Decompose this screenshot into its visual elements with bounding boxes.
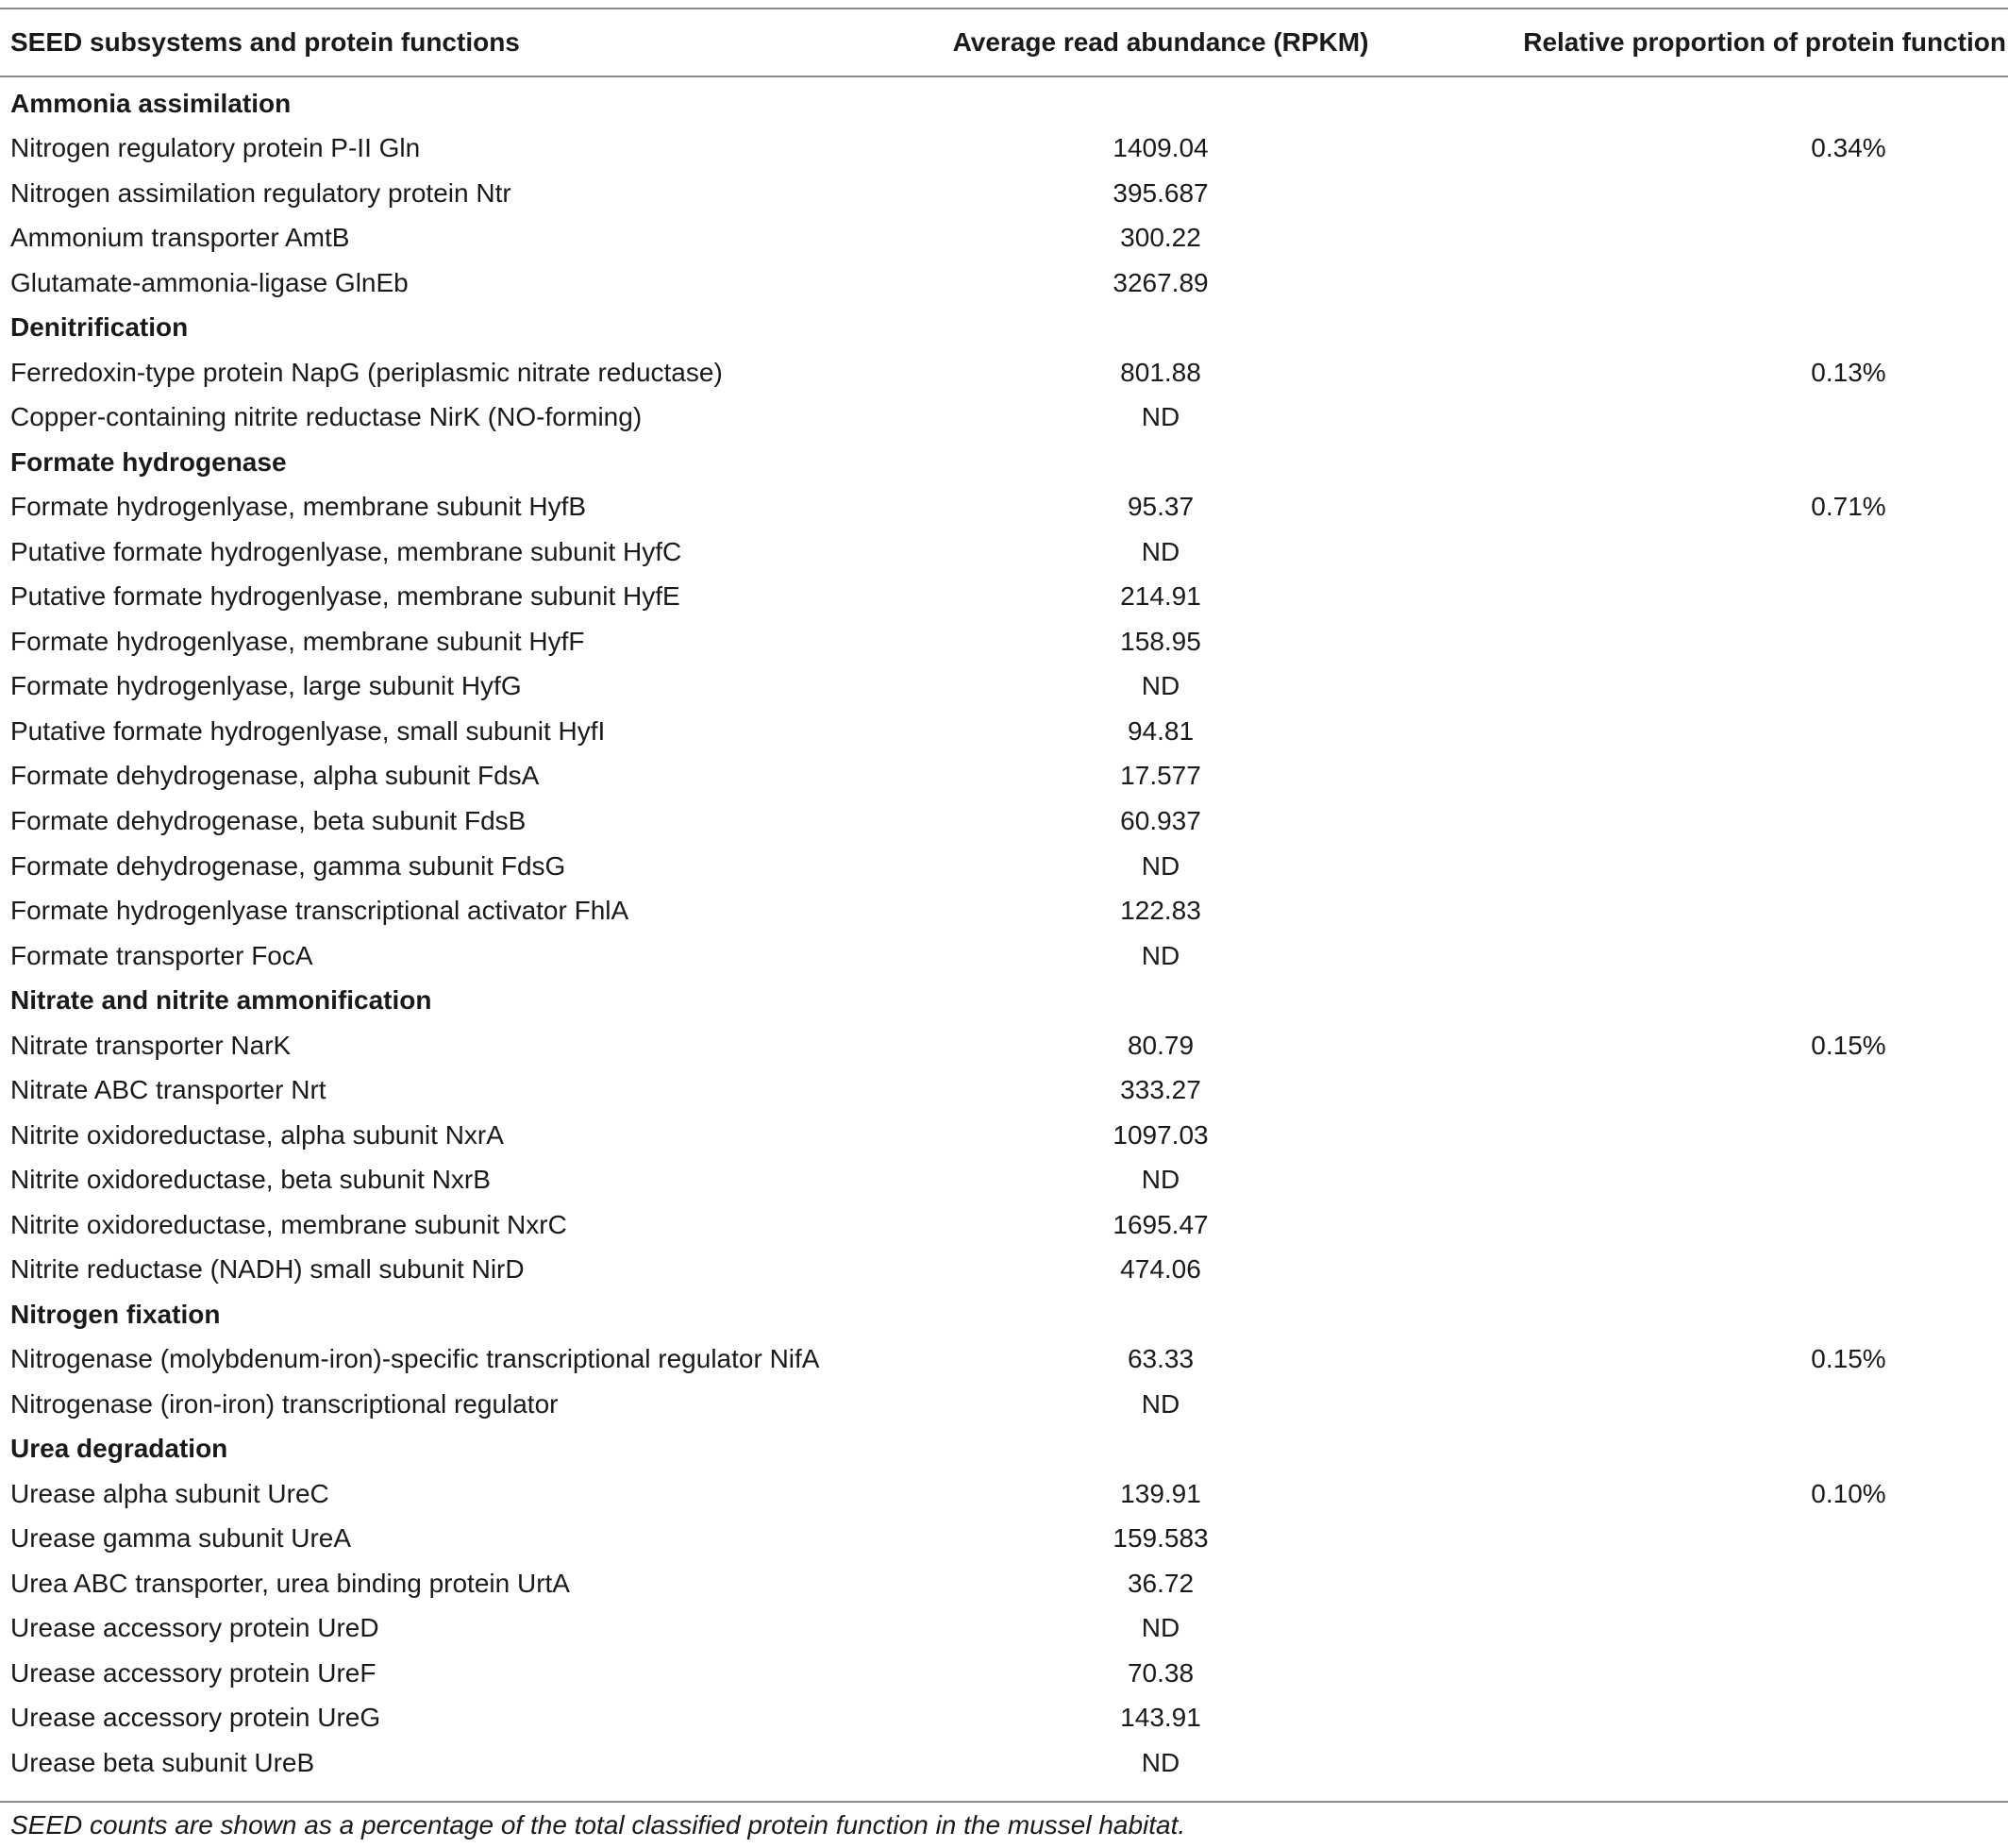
group-row	[0, 81, 2008, 126]
empty-cell	[878, 306, 1444, 351]
table-row	[0, 171, 2008, 216]
rpkm-value: 333.27	[1120, 1075, 1201, 1105]
empty-cell	[1444, 81, 2008, 126]
table-row	[0, 754, 2008, 799]
empty-cell	[1444, 978, 2008, 1023]
protein-function: Putative formate hydrogenlyase, small subunit HyfI	[10, 715, 606, 746]
empty-cell	[878, 81, 1444, 126]
relative-proportion	[1444, 1606, 2008, 1652]
protein-function: Formate hydrogenlyase, membrane subunit HyfB	[10, 492, 587, 522]
relative-proportion	[1444, 1561, 2008, 1606]
rpkm-value: 70.38	[1127, 1657, 1195, 1688]
relative-proportion: 0.15%	[1811, 1030, 1886, 1060]
protein-function: Ammonium transporter AmtB	[10, 223, 350, 253]
relative-proportion: 0.10%	[1811, 1478, 1886, 1508]
group-row	[0, 978, 2008, 1023]
protein-function: Glutamate-ammonia-ligase GlnEb	[10, 267, 409, 297]
protein-function: Urease accessory protein UreD	[10, 1613, 379, 1643]
table-row	[0, 529, 2008, 575]
rpkm-value: ND	[1141, 402, 1180, 432]
empty-cell	[1444, 440, 2008, 485]
protein-function: Putative formate hydrogenlyase, membrane subunit HyfC	[10, 536, 682, 566]
rpkm-value: ND	[1141, 1747, 1180, 1777]
group-row	[0, 306, 2008, 351]
rpkm-value: ND	[1141, 536, 1180, 566]
empty-cell	[1444, 1292, 2008, 1337]
protein-function: Formate transporter FocA	[10, 940, 313, 970]
table-row	[0, 844, 2008, 889]
relative-proportion	[1444, 933, 2008, 979]
relative-proportion	[1444, 1517, 2008, 1562]
rpkm-value: 159.583	[1113, 1523, 1209, 1554]
table-row	[0, 350, 2008, 395]
rpkm-value: 474.06	[1120, 1254, 1201, 1285]
protein-function: Ferredoxin-type protein NapG (periplasmic nitrate reductase)	[10, 357, 723, 387]
rpkm-value: 1409.04	[1113, 133, 1209, 163]
header-subsystems: SEED subsystems and protein functions	[10, 27, 520, 57]
table-row	[0, 1651, 2008, 1696]
relative-proportion	[1444, 754, 2008, 799]
protein-function: Nitrate transporter NarK	[10, 1030, 292, 1060]
table-row	[0, 1517, 2008, 1562]
table-body	[0, 76, 2008, 1786]
rpkm-value: 60.937	[1120, 806, 1201, 835]
table-row	[0, 575, 2008, 620]
relative-proportion	[1444, 1382, 2008, 1427]
protein-function: Urease accessory protein UreF	[10, 1657, 376, 1688]
rpkm-value: 94.81	[1127, 715, 1195, 746]
protein-function: Formate hydrogenlyase, membrane subunit HyfF	[10, 626, 585, 656]
protein-function: Urease alpha subunit UreC	[10, 1478, 329, 1508]
relative-proportion	[1444, 1067, 2008, 1113]
table-row	[0, 1247, 2008, 1292]
rpkm-value: ND	[1141, 850, 1180, 881]
group-title: Nitrate and nitrite ammonification	[10, 985, 432, 1016]
empty-cell	[1444, 1426, 2008, 1471]
relative-proportion	[1444, 575, 2008, 620]
table-row	[0, 664, 2008, 710]
table-header	[0, 9, 2008, 76]
header-relative-proportion: Relative proportion of protein function	[1523, 27, 2006, 57]
rpkm-value: 63.33	[1127, 1344, 1195, 1374]
table-row	[0, 1157, 2008, 1202]
rpkm-value: 139.91	[1120, 1478, 1201, 1508]
header-row	[0, 9, 2008, 76]
protein-function: Nitrogen assimilation regulatory protein Ntr	[10, 177, 511, 208]
table-row	[0, 619, 2008, 664]
footer-rule	[0, 1801, 2008, 1803]
protein-function: Urease accessory protein UreG	[10, 1703, 381, 1733]
table-footnote: SEED counts are shown as a percentage of the total classified protein function in the mussel habitat.	[10, 1810, 1186, 1840]
empty-cell	[1444, 306, 2008, 351]
table-row	[0, 1067, 2008, 1113]
table-row	[0, 709, 2008, 754]
group-row	[0, 1426, 2008, 1471]
group-row	[0, 1292, 2008, 1337]
relative-proportion	[1444, 1157, 2008, 1202]
table-row	[0, 1606, 2008, 1652]
rpkm-value: 3267.89	[1113, 267, 1209, 297]
table-row	[0, 1561, 2008, 1606]
rpkm-value: 122.83	[1120, 896, 1201, 926]
relative-proportion	[1444, 888, 2008, 933]
protein-function: Formate hydrogenlyase transcriptional activator FhlA	[10, 896, 629, 926]
group-title: Nitrogen fixation	[10, 1299, 221, 1329]
empty-cell	[878, 1292, 1444, 1337]
rpkm-value: 36.72	[1127, 1568, 1195, 1598]
group-title: Ammonia assimilation	[10, 88, 292, 118]
table-row	[0, 1202, 2008, 1248]
protein-function: Nitrite oxidoreductase, membrane subunit NxrC	[10, 1209, 567, 1239]
relative-proportion	[1444, 1651, 2008, 1696]
relative-proportion	[1444, 1247, 2008, 1292]
relative-proportion	[1444, 216, 2008, 261]
rpkm-value: ND	[1141, 940, 1180, 970]
protein-function: Nitrite reductase (NADH) small subunit NirD	[10, 1254, 525, 1285]
empty-cell	[878, 1426, 1444, 1471]
empty-cell	[878, 978, 1444, 1023]
relative-proportion: 0.15%	[1811, 1344, 1886, 1374]
protein-function: Nitrite oxidoreductase, alpha subunit NxrA	[10, 1119, 504, 1150]
protein-function: Nitrogen regulatory protein P-II Gln	[10, 133, 421, 163]
rpkm-value: 1097.03	[1113, 1119, 1209, 1150]
protein-function: Urease gamma subunit UreA	[10, 1523, 352, 1554]
rpkm-value: 801.88	[1120, 357, 1201, 387]
relative-proportion	[1444, 664, 2008, 710]
relative-proportion	[1444, 619, 2008, 664]
rpkm-value: ND	[1141, 1613, 1180, 1643]
group-title: Urea degradation	[10, 1434, 228, 1464]
rpkm-value: 395.687	[1113, 177, 1209, 208]
group-title: Denitrification	[10, 312, 189, 343]
relative-proportion	[1444, 1202, 2008, 1248]
protein-function: Copper-containing nitrite reductase NirK (NO-forming)	[10, 402, 643, 432]
table-row	[0, 1740, 2008, 1786]
empty-cell	[878, 440, 1444, 485]
table-row	[0, 1113, 2008, 1158]
relative-proportion	[1444, 529, 2008, 575]
relative-proportion	[1444, 260, 2008, 306]
protein-function: Formate hydrogenlyase, large subunit HyfG	[10, 671, 522, 701]
protein-function: Urea ABC transporter, urea binding protein UrtA	[10, 1568, 570, 1598]
table-row	[0, 395, 2008, 441]
header-read-abundance: Average read abundance (RPKM)	[952, 27, 1369, 57]
relative-proportion: 0.34%	[1811, 133, 1886, 163]
rpkm-value: 300.22	[1120, 223, 1201, 253]
table-row	[0, 1023, 2008, 1068]
relative-proportion	[1444, 844, 2008, 889]
protein-function: Nitrite oxidoreductase, beta subunit NxrB	[10, 1165, 491, 1195]
rpkm-value: ND	[1141, 1165, 1180, 1195]
protein-function: Urease beta subunit UreB	[10, 1747, 315, 1777]
table-row	[0, 1382, 2008, 1427]
relative-proportion	[1444, 171, 2008, 216]
protein-function: Nitrogenase (iron-iron) transcriptional regulator	[10, 1388, 559, 1419]
group-title: Formate hydrogenase	[10, 446, 287, 477]
relative-proportion	[1444, 395, 2008, 441]
seed-subsystems-table	[0, 9, 2008, 1786]
table-row	[0, 485, 2008, 530]
relative-proportion	[1444, 709, 2008, 754]
table-row	[0, 1696, 2008, 1741]
protein-function: Formate dehydrogenase, gamma subunit FdsG	[10, 850, 566, 881]
protein-function: Formate dehydrogenase, beta subunit FdsB	[10, 806, 527, 835]
rpkm-value: ND	[1141, 671, 1180, 701]
table-row	[0, 798, 2008, 844]
protein-function: Putative formate hydrogenlyase, membrane subunit HyfE	[10, 581, 680, 612]
relative-proportion: 0.13%	[1811, 357, 1886, 387]
rpkm-value: 17.577	[1120, 761, 1201, 791]
rpkm-value: 214.91	[1120, 581, 1201, 612]
table-row	[0, 260, 2008, 306]
protein-function: Nitrate ABC transporter Nrt	[10, 1075, 326, 1105]
table-row	[0, 1471, 2008, 1517]
rpkm-value: ND	[1141, 1388, 1180, 1419]
rpkm-value: 80.79	[1127, 1030, 1195, 1060]
group-row	[0, 440, 2008, 485]
protein-function: Nitrogenase (molybdenum-iron)-specific transcriptional regulator NifA	[10, 1344, 820, 1374]
relative-proportion	[1444, 1696, 2008, 1741]
rpkm-value: 158.95	[1120, 626, 1201, 656]
relative-proportion	[1444, 1740, 2008, 1786]
relative-proportion: 0.71%	[1811, 492, 1886, 522]
table-row	[0, 216, 2008, 261]
rpkm-value: 1695.47	[1113, 1209, 1209, 1239]
table-row	[0, 126, 2008, 172]
table-row	[0, 1336, 2008, 1382]
protein-function: Formate dehydrogenase, alpha subunit FdsA	[10, 761, 540, 791]
relative-proportion	[1444, 798, 2008, 844]
table-row	[0, 933, 2008, 979]
table-row	[0, 888, 2008, 933]
relative-proportion	[1444, 1113, 2008, 1158]
rpkm-value: 95.37	[1127, 492, 1195, 522]
rpkm-value: 143.91	[1120, 1703, 1201, 1733]
